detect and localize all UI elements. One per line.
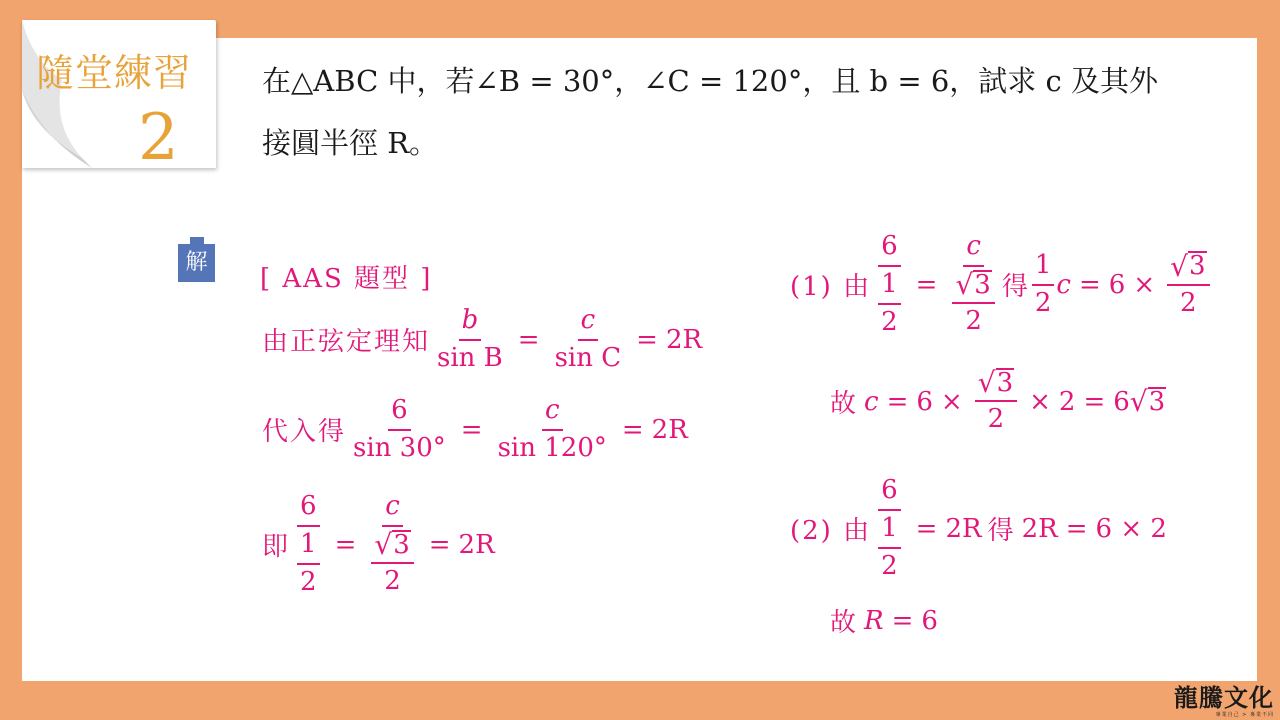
badge-title: 隨堂練習: [36, 51, 193, 95]
part2-result: 故 R = 6: [830, 602, 938, 639]
part2-equation: (2) 由 $\frac{6}{\frac{1}{2}}$ = 2R 得 2R = 6 × 2: [790, 475, 1167, 581]
simplified-line: 即 $\frac{6}{\frac{1}{2}}$ = c √ 3 2 = 2R: [262, 491, 495, 597]
part2-get: 得: [987, 516, 1016, 547]
publisher-logo: [1166, 684, 1274, 718]
part1-label: (1) 由: [790, 272, 872, 303]
solution-tag-label: 解: [178, 244, 215, 282]
fraction-6-over-half: $\frac{6}{\frac{1}{2}}$: [294, 492, 323, 598]
part1-conclude: 故: [830, 389, 859, 420]
solution-tag: [178, 237, 215, 282]
part2-label: (2) 由: [790, 516, 872, 547]
question-line-1: 在△ABC 中，若∠B = 30°，∠C = 120°，且 b = 6，試求 c 及其外: [262, 64, 1158, 98]
step1-prefix: 由正弦定理知: [262, 327, 431, 358]
question-line-2: 接圓半徑 R。: [262, 126, 439, 160]
part1-get: 得: [1001, 272, 1030, 303]
logo-tagline: 專業自己 > 專業不同: [1215, 712, 1274, 718]
badge-number: 2: [138, 101, 179, 175]
part1-result: 故 c = 6 × √ 3 2 × 2 = 6 √ 3: [830, 366, 1166, 435]
fraction-c-over-sinC: $\frac{c}{\text{sin C}}$: [554, 305, 622, 373]
fraction-6-over-sin30: $\frac{6}{\sin 30^\circ}$: [353, 395, 446, 463]
fraction-c-over-sin120: $\frac{c}{\sin 120^\circ}$: [497, 395, 607, 463]
fraction-c-over-root3-half: c √ 3 2: [368, 492, 416, 597]
logo-name: 龍騰文化: [1174, 684, 1274, 712]
step3-prefix: 即: [262, 532, 291, 563]
aas-type-label: [ AAS 題型 ]: [260, 264, 433, 294]
law-of-sines-line: 由正弦定理知 $\frac{b}{\text{sin B}}$ = $\frac{c}{\text{sin C}}$ = 2R: [262, 305, 703, 373]
part1-equation: (1) 由 $\frac{6}{\frac{1}{2}}$ = c √ 3 2 得 $\frac{1}{2}$ c = 6 × √ 3 2: [790, 232, 1214, 338]
substitution-line: 代入得 $\frac{6}{\sin 30^\circ}$ = $\frac{c}{\sin 120^\circ}$ = 2R: [262, 395, 688, 463]
step2-prefix: 代入得: [262, 417, 347, 448]
fraction-b-over-sinB: $\frac{b}{\text{sin B}}$: [437, 305, 503, 373]
practice-badge: [22, 20, 216, 175]
question-text: [262, 50, 1222, 174]
part2-conclude: 故: [830, 608, 859, 638]
